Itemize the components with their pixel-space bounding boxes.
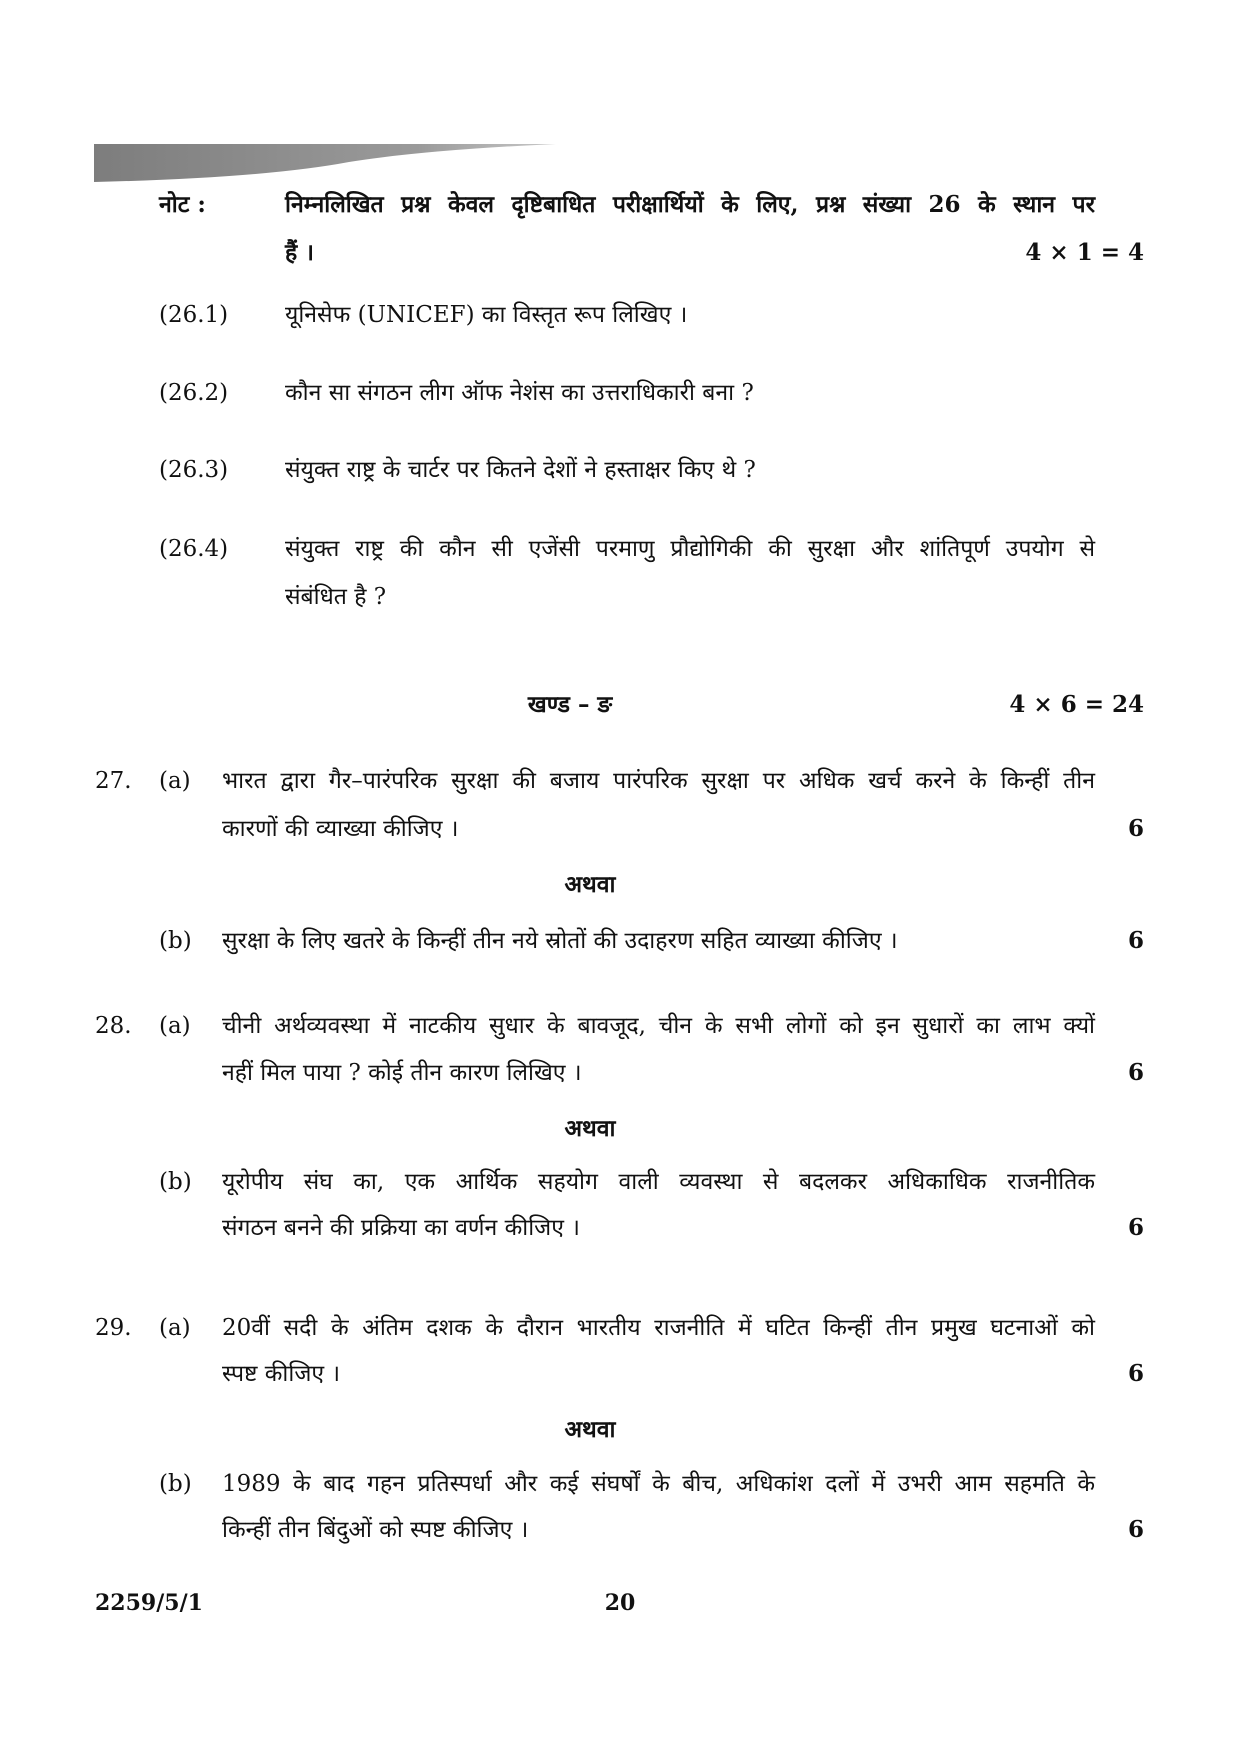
option-marks: 6 [1127,1516,1144,1543]
option-marks: 6 [1127,927,1144,954]
sub-question-text-line2: संबंधित है ? [285,584,387,610]
option-text-line2: किन्हीं तीन बिंदुओं को स्पष्ट कीजिए । [222,1517,529,1543]
sub-question-text: यूनिसेफ (UNICEF) का विस्तृत रूप लिखिए । [285,302,688,328]
option-marks: 6 [1127,1059,1144,1086]
option-text-line2: स्पष्ट कीजिए । [222,1361,341,1387]
option-marks: 6 [1127,1360,1144,1387]
option-label: (a) [159,1315,191,1341]
note-marks: 4 × 1 = 4 [1025,239,1144,266]
option-marks: 6 [1127,1214,1144,1241]
sub-question-text: संयुक्त राष्ट्र के चार्टर पर कितने देशों ने हस्ताक्षर किए थे ? [285,457,756,483]
option-text-line1: 20वीं सदी के अंतिम दशक के दौरान भारतीय राजनीति में घटित किन्हीं तीन प्रमुख घटनाओं को [222,1315,1095,1341]
header-banner [94,144,556,182]
option-text-line1: सुरक्षा के लिए खतरे के किन्हीं तीन नये स्रोतों की उदाहरण सहित व्याख्या कीजिए । [222,928,898,954]
option-label: (a) [159,1013,191,1039]
option-text-line1: भारत द्वारा गैर–पारंपरिक सुरक्षा की बजाय पारंपरिक सुरक्षा पर अधिक खर्च करने के किन्हीं तीन [222,768,1095,794]
option-label: (b) [159,928,192,954]
sub-question-text: कौन सा संगठन लीग ऑफ नेशंस का उत्तराधिकारी बना ? [285,380,754,406]
note-text-line1: निम्नलिखित प्रश्न केवल दृष्टिबाधित परीक्षार्थियों के लिए, प्रश्न संख्या 26 के स्थान पर [285,191,1095,218]
note-text-line2: हैं । [285,239,314,266]
note-label: नोट : [159,191,206,218]
or-separator: अथवा [564,1416,616,1443]
sub-question-number: (26.1) [159,302,229,328]
question-number: 27. [95,768,132,794]
sub-question-number: (26.2) [159,380,229,406]
option-text-line2: संगठन बनने की प्रक्रिया का वर्णन कीजिए । [222,1215,580,1241]
question-number: 29. [95,1315,132,1341]
sub-question-number: (26.4) [159,536,229,562]
question-number: 28. [95,1013,132,1039]
or-separator: अथवा [564,1115,616,1142]
option-marks: 6 [1127,815,1144,842]
option-text-line2: कारणों की व्याख्या कीजिए । [222,816,459,842]
option-label: (b) [159,1169,192,1195]
section-marks: 4 × 6 = 24 [1009,691,1144,718]
sub-question-text-line1: संयुक्त राष्ट्र की कौन सी एजेंसी परमाणु प्रौद्योगिकी की सुरक्षा और शांतिपूर्ण उपयोग से [285,536,1095,562]
sub-question-number: (26.3) [159,457,229,483]
option-text-line1: यूरोपीय संघ का, एक आर्थिक सहयोग वाली व्यवस्था से बदलकर अधिकाधिक राजनीतिक [222,1169,1095,1195]
paper-code: 2259/5/1 [95,1590,203,1616]
option-text-line2: नहीं मिल पाया ? कोई तीन कारण लिखिए । [222,1060,582,1086]
page-number: 20 [604,1590,636,1616]
section-title: खण्ड – ङ [527,691,613,718]
or-separator: अथवा [564,871,616,898]
option-label: (a) [159,768,191,794]
option-label: (b) [159,1471,192,1497]
option-text-line1: चीनी अर्थव्यवस्था में नाटकीय सुधार के बावजूद, चीन के सभी लोगों को इन सुधारों का लाभ क्यों [222,1013,1095,1039]
option-text-line1: 1989 के बाद गहन प्रतिस्पर्धा और कई संघर्षों के बीच, अधिकांश दलों में उभरी आम सहमति के [222,1471,1095,1497]
